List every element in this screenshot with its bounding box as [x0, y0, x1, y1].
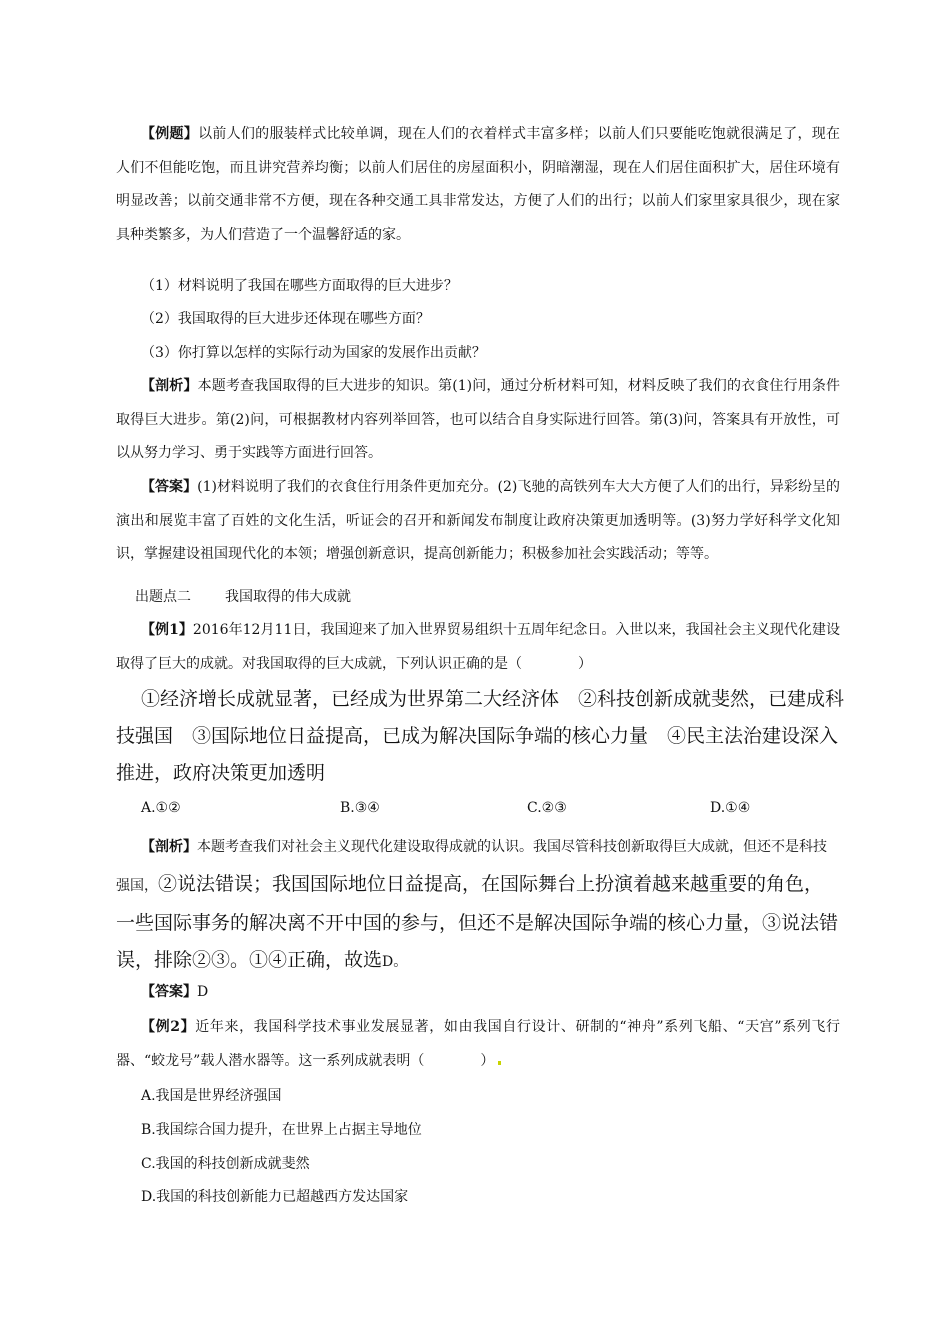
question-2: （2）我国取得的巨大进步还体现在哪些方面？	[141, 311, 430, 327]
example-answer-tag: 【答案】	[141, 479, 198, 495]
question-3: （3）你打算以怎样的实际行动为国家的发展作出贡献？	[141, 345, 486, 361]
section-label: 出题点二	[135, 589, 191, 605]
section-title: 我国取得的伟大成就	[225, 589, 351, 605]
q1-answer-text: D	[197, 984, 209, 1000]
q2-option-b: B.我国综合国力提升，在世界上占据主导地位	[141, 1122, 422, 1138]
example-answer	[116, 471, 840, 572]
highlight-mark	[498, 1061, 501, 1065]
q1-analysis	[116, 829, 840, 981]
q1-analysis-small: 本题考查我们对社会主义现代化建设取得成就的认识。我国尽管科技创新取得巨大成就，但还不是科技强国，	[116, 839, 827, 894]
q1-analysis-large: ②说法错误；我国国际地位日益提高，在国际舞台上扮演着越来越重要的角色，一些国际事务的解决离不开中国的参与，但还不是解决国际争端的核心力量，③说法错误，排除②③。①④正确，故选	[116, 873, 839, 971]
q2-option-d: D.我国的科技创新能力已超越西方发达国家	[141, 1189, 409, 1205]
example-paragraph	[116, 118, 840, 252]
example-answer-text: (1)材料说明了我们的衣食住行用条件更加充分。(2)飞驰的高铁列车大大方便了人们的出行，异彩纷呈的演出和展览丰富了百姓的文化生活，听证会的召开和新闻发布制度让政府决策更加透明等。(3)努力学好科学文化知识，掌握建设祖国现代化的本领；增强创新意识，提高创新能力；积极参加社会实践活动；等等。	[116, 479, 841, 562]
example-analysis-text: 本题考查我国取得的巨大进步的知识。第(1)问，通过分析材料可知，材料反映了我们的衣食住行用条件取得巨大进步。第(2)问，可根据教材内容列举回答，也可以结合自身实际进行回答。第(3)问，答案具有开放性，可以从努力学习、勇于实践等方面进行回答。	[116, 378, 840, 461]
q1-answer	[141, 982, 208, 1002]
section-heading	[135, 587, 351, 607]
q1-stem	[116, 614, 840, 681]
q2-stem	[116, 1011, 840, 1078]
q2-stem-text: 近年来，我国科学技术事业发展显著，如由我国自行设计、研制的“神舟”系列飞船、“天宫”系列飞行器、“蛟龙号”载人潜水器等。这一系列成就表明（ ）	[116, 1019, 840, 1069]
q1-statements: ①经济增长成就显著，已经成为世界第二大经济体 ②科技创新成就斐然，已建成科技强国 ③国际地位日益提高，已成为解决国际争端的核心力量 ④民主法治建设深入推进，政府决策更加透明	[116, 688, 845, 784]
q2-option-a: A.我国是世界经济强国	[141, 1088, 282, 1104]
example-text: 以前人们的服装样式比较单调，现在人们的衣着样式丰富多样；以前人们只要能吃饱就很满足了，现在人们不但能吃饱，而且讲究营养均衡；以前人们居住的房屋面积小，阴暗潮湿，现在人们居住面积扩大，居住环境有明显改善；以前交通非常不方便，现在各种交通工具非常发达，方便了人们的出行；以前人们家里家具很少，现在家具种类繁多，为人们营造了一个温馨舒适的家。	[116, 126, 841, 243]
q1-option-b: B.③④	[340, 800, 380, 816]
q1-tag: 【例1】	[141, 622, 193, 638]
q1-answer-tag: 【答案】	[141, 984, 197, 1000]
q1-option-d: D.①④	[710, 800, 751, 816]
example-tag: 【例题】	[141, 126, 199, 142]
q1-analysis-end: D。	[382, 954, 408, 970]
q1-option-c: C.②③	[527, 800, 567, 816]
question-1: （1）材料说明了我国在哪些方面取得的巨大进步？	[141, 278, 458, 294]
q1-analysis-tag: 【剖析】	[141, 839, 197, 855]
q2-option-c: C.我国的科技创新成就斐然	[141, 1156, 310, 1172]
example-analysis	[116, 370, 840, 471]
example-analysis-tag: 【剖析】	[141, 378, 198, 394]
q2-tag: 【例2】	[141, 1019, 196, 1035]
q1-option-a: A.①②	[141, 800, 181, 816]
q1-stem-text: 2016年12月11日，我国迎来了加入世界贸易组织十五周年纪念日。入世以来，我国社会主义现代化建设取得了巨大的成就。对我国取得的巨大成就，下列认识正确的是（ ）	[116, 622, 840, 672]
